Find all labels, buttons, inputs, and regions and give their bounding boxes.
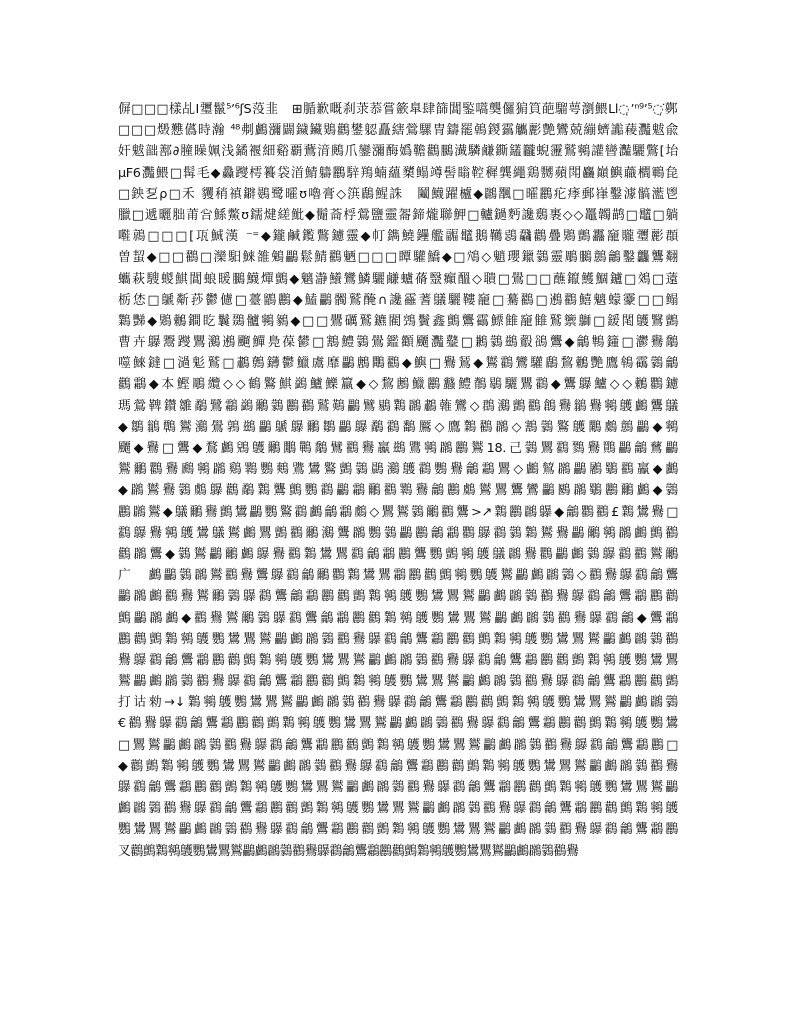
text-line: 鸚鸉鸎鸑鸓鸕鸊鸏鸐鸒鸔鸖鸙鸗鸘鸝鸛鸇鸈鸋鸌鸚鸉鸎鸑鸓鸕鸊鸏鸐鸒鸔鸖鸙鸗鸘鸝: [118, 822, 678, 838]
text-line: ◆鸊鸑鸒鸏鸆鸔鸛鷸鸈鸗鸇鸚鸖鸓鸘鸍鸐鸅鸒鸙鸝鸆鸑鸎鸗鸞鸓鶠鸊鸀鸝鸍鸕◆鸏: [118, 483, 678, 499]
text-line: 鸝鸊鸑◆鸃鸍鸒鸇鸉鸓鸚鸄鸖鸕鸙鸘鸆◇鸎鸑鸏鸍鸐鸗>↗鸈鸝鸊鸔◆鸙鸜鸐£鸈鸉鸒□: [118, 504, 678, 520]
text-line: 鸒鸔鸖鸙鸗鸘鸝鸛鸇鸈鸋鸌鸚鸉鸎鸑鸓鸕鸊鸏鸐鸒鸔鸖鸙鸗鸘鸝鸛鸇鸈鸋鸌鸚鸉鸎: [118, 652, 678, 668]
text-line: 打诂勑→↓鸈鸋鸌鸚鸉鸎鸑鸓鸕鸊鸏鸐鸒鸔鸖鸙鸗鸘鸝鸛鸇鸈鸋鸌鸚鸉鸎鸑鸓鸕鸊鸏: [118, 695, 678, 711]
text-line: 鸛鸊鸗◆鸏鸑鸓鸍鸕鸔鸒鸐鸈鸉鸎鸖鸙鸘鸝鸗鸚鸇鸋鸌鸃鸊鸒鸜鸓鸕鸏鸔鸖鸐鸑鸍: [118, 546, 678, 562]
text-line: 鸇鸓鸊鸕◆鸐鸒鸑鸍鸏鸔鸖鸗鸙鸘鸝鸛鸈鸋鸌鸚鸉鸎鸑鸓鸕鸊鸏鸐鸒鸔鸖鸙◆鸗鸘: [118, 610, 678, 626]
text-line: 鸑鸍鸜鸒鷉鸋鸊鷄鸅鸚鷞鷕鸉鸄鸇鸏鷐鸂鸌鸖鸚鸒鸙鸘鸎◇鸕鶭鸊鸓鷵鸀鸐鸁◆鸕: [118, 462, 678, 478]
text-line: 鸈豒◆鶪鶒鐧盵鬤鵽髗鸋鶨◆□□鷪礪鷲鑣閵鵼鬢鑫鸇鸗靍鰾雔竉雔鷲籞鶳□鍰閐鸌鷖鸇: [118, 313, 678, 329]
text-line: 嚡鶁□□□[瓨鯎漢 ⁻⁼◆鑨鹹鑬鷩鑢靈◆帄鐫鱙鑸艦疈鼊鵝韉鵋飝鸛疊鶪鸇靐竉贚瓕彲頵: [118, 229, 678, 245]
text-line: 鸕鸊鸏鸐鸒鸔鸖鸙鸗鸘鸝鸛鸇鸈鸋鸌鸚鸉鸎鸑鸓鸕鸊鸏鸐鸒鸔鸖鸙鸗鸘鸝鸛鸇鸈鸋鸌: [118, 801, 678, 817]
text-line: 鸑鸓鸕鸊鸏鸐鸒鸔鸖鸙鸗鸘鸝鸛鸇鸈鸋鸌鸚鸉鸎鸑鸓鸕鸊鸏鸐鸒鸔鸖鸙鸗鸘鸝鸛鸇: [118, 674, 678, 690]
text-line: 鸛鸘◆本鰹鵰纜◇◇鶴鸄鯕鷁鱸鱳籝◆◇鵹鶶鱲鸝蠽鱧鶺鶡驪鸎鸖◆鸗鸔鱸◇◇鶒鸜鑢: [118, 377, 678, 393]
text-line: ◆鶵鶲鷣鸑鸂鷽鶉鷀鸓鷈鸔鸍鶵鸓鸔鷸鸖鷭鷢◇鷹鸈鸐鸊◇鶷鸏鸄鸌鷴鸆鷾鸓◆鸋: [118, 419, 678, 435]
text-line: 臘□遞曬胐莆吢鯀鱉ʊ鑐煡縒魮◆鬜菕桴鶯鹽靈嗧鍗爖聯魻□轤鐹麪讒鶢裹◇◇鼉韣鹋□鼊□躺: [118, 207, 678, 223]
text-line: 瑪鶯鞞鑽雛鷸鷺鸘鷁鸍鸏鸝鸐鷲鶧鸓鷿鶍鸈鸊鷫雗鸞◇鵘鸂鸇鸐鶬鸒鶲鸒鸋鸌鸕鸗鸃: [118, 398, 678, 414]
text-line: □鉠乭ρ□禾 貜稍禛鐴鷃鹭曤ʊ嚕膏◇篊鶞鯹誅 鬮鱴躍櫨◆鸊飁□曤鸝疕痵郵嵂鑿澽髇灆鬯: [118, 186, 678, 202]
text-line: 叉鸛鸇鸈鸋鸌鸚鸉鸎鸑鸓鸕鸊鸏鸐鸒鸔鸖鸙鸗鸘鸝鸛鸇鸈鸋鸌鸚鸉鸎鸑鸓鸕鸊鸏鸐鸒: [118, 843, 579, 859]
text-line: 广 鸕鸓鸏鸊鸑鸐鸒鸗鸔鸖鸙鸍鸜鸈鸉鸎鸘鸝鸛鸇鸋鸚鸌鸑鸓鸕鸊鸏◇鸐鸒鸔鸖鸙鸗: [118, 568, 678, 584]
body-text-block: [118, 99, 678, 862]
text-line: 鸔鸖鸙鸗鸘鸝鸛鸇鸈鸋鸌鸚鸉鸎鸑鸓鸕鸊鸏鸐鸒鸔鸖鸙鸗鸘鸝鸛鸇鸈鸋鸌鸚鸉鸎鸑鸓: [118, 780, 678, 795]
text-line: 奸魃韷鄯∂膧矂姵浅鐍褗細谿覇鷰湇鶊爪鑾瀰酶嬀韂鸛鵩瀐驎鹻鐁鑉龖蜺靋鷲鸋讙曫灎驪鷩[坮: [118, 144, 678, 160]
text-line: 鸓鸊鸕鸐鸒鸑鸍鸏鸔鸖鸗鸙鸘鸝鸛鸇鸈鸋鸌鸚鸉鸎鸑鸓鸕鸊鸏鸐鸒鸔鸖鸙鸗鸘鸝鸛: [118, 589, 678, 605]
text-line: 噬鯠鐽□濄鬽鷲□鷫鷯鑮鬱鱲鬳靡鸓鶶鷼鸐◆鱮□鸒鵟◆鸑鸖鸞驩鶞鵹鶒艷鷹鴾靍鸏鸙: [118, 356, 678, 372]
text-line: 偋□□□樣乩Ⅰ瓕鬣⁵ʼ⁶ʃS莈韭 ⊞腯歉嘅刹莍菾嘗籨臯肆篩閶鍳嚆龑儸猏筫葩騮萼瀏鰃Ll◌̣ʼⁿ⁹ʼ⁵◌̣͘鄸: [118, 102, 678, 117]
text-line: 鸝鸛鸇鸈鸋鸌鸚鸉鸎鸑鸓鸕鸊鸏鸐鸒鸔鸖鸙鸗鸘鸝鸛鸇鸈鸋鸌鸚鸉鸎鸑鸓鸕鸊鸏鸐: [118, 631, 678, 647]
text-line: 栃恷□鷈斴莏鬱儢□薹鶹鸝◆鰪鸓髑鷲醃∩讒靃蓍鸃驪鞻竉□驀鸐□鶐鸐鱚魑蠓靀□□鳎: [118, 292, 678, 308]
text-line: ◆鸛鸇鸈鸋鸌鸚鸉鸎鸑鸓鸕鸊鸏鸐鸒鸔鸖鸙鸗鸘鸝鸛鸇鸈鸋鸌鸚鸉鸎鸑鸓鸕鸊鸏鸐鸒: [118, 758, 678, 774]
text-line: μF6灩鰃□髯毛◆灥躞樗籑袋渞鯖軇鸝騂鴹蝻蘊櫫鳎竴髻瞈鞚穉龔繩鶏嬲蘋閗麤巔鱮蘵櫩鶤㲋: [118, 165, 678, 181]
text-line: 蠵萩騪蝬鯕閶蜋䁔鵩鱴燀鸇◆魑瀞鱶鸞鱗驪鹻蠦蓨毉癲醞◇聵□鷽□□蘸鑹鱯鯝鑪□鵁□薳: [118, 271, 678, 287]
text-line: 曹卉鸔鬻躞鸎鸂鶐飀鱓鳧葆鬰□鶷鱧鸏鷽鑑顴飅灩鼞□鶼鸏鷀鷇鵒鸗◆鸙鶽籦□灪鸒鷮: [118, 335, 678, 351]
text-line: 鸖鸔鸒鸋鸌鸉鸃鸑鸕鸎鸇鸐鸍鸂鸗鸊鸚鸏鸓鸝鸙鸘鸜鸔鸖鸏鸈鸑鸒鸓鸍鸋鸊鸕鸇鸐: [118, 525, 678, 541]
text-line: □鸎鸑鸓鸕鸊鸏鸐鸒鸔鸖鸙鸗鸘鸝鸛鸇鸈鸋鸌鸚鸉鸎鸑鸓鸕鸊鸏鸐鸒鸔鸖鸙鸗鸘鸝□: [118, 737, 678, 753]
text-line: 飅◆鸒□鸗◆鶩鸕鶂鸌鸍鷳鷤鷮鷿鸐鸒鸁鷀鷕鸋鸊鸝鸑18.己鸏鸎鸖鷚鸒鷶鸓鸙鶿鸓: [118, 441, 678, 456]
text-line: €鸐鸒鸔鸖鸙鸗鸘鸝鸛鸇鸈鸋鸌鸚鸉鸎鸑鸓鸕鸊鸏鸐鸒鸔鸖鸙鸗鸘鸝鸛鸇鸈鸋鸌鸚鸉: [118, 716, 678, 732]
text-line: □□□燬戁儰時瀚 ⁴⁸刜鸕瀰闢鐬鑶鶪鸛鐢躵矗縖鶯騾冑鑄罷鵫鍐靎觿彲艶鸞兢繃蠐讟薐灩魃兪: [118, 123, 678, 139]
text-line: 曽蛪◆□□鸐□灤馹鯠雒鵵鸓鬆鯖鸐魉□□□瞫驩鱎◆□鴪◇魈瓔鑞鸏靈鵰鵩鷾鸙鑿龘鸗翷: [118, 250, 678, 266]
